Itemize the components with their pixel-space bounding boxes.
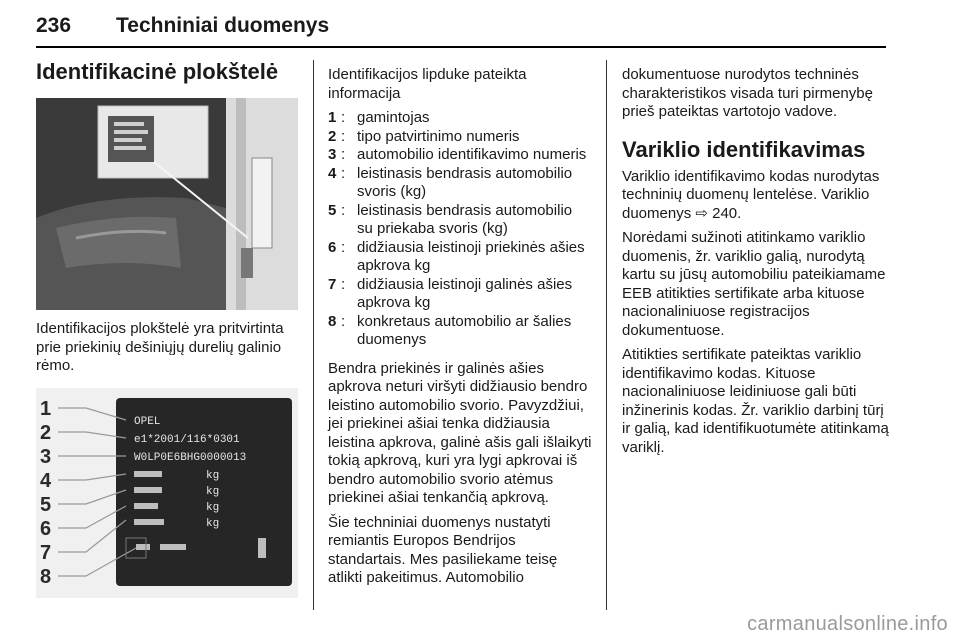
continued-paragraph: dokumentuose nurodytos techninės charakteristikos visada turi pirmenybę prieš pateiktas vartotojo vadove.	[622, 66, 873, 120]
item-text: automobilio identifikavimo numeris	[357, 146, 587, 163]
column-divider-1	[313, 60, 314, 610]
item-text: didžiausia leistinoji galinės ašies apkrova kg	[357, 275, 573, 311]
callout-1: 1	[40, 397, 52, 420]
callout-8: 8	[40, 565, 52, 588]
plate-unit-4: kg	[206, 517, 220, 530]
engine-data-paragraph: Norėdami sužinoti atitinkamo variklio duomenis, žr. variklio galią, nurodytą kartu su jūsų automobiliu pateikiamame EEB atitikties sertifikate arba kituose nacionaliniuose registracijos dokumentuose.	[622, 229, 886, 339]
item-number: 3	[328, 146, 337, 163]
plate-info-list	[328, 109, 592, 350]
item-number: 7	[328, 275, 337, 293]
item-text: leistinasis bendrasis automobilio su priekaba svoris (kg)	[357, 201, 573, 237]
item-number: 8	[328, 312, 337, 330]
callout-6: 6	[40, 517, 52, 540]
plate-caption: Identifikacijos plokštelė yra pritvirtinta prie priekinių dešiniųjų durelių galinio rėmo.	[36, 320, 284, 374]
plate-line-type-approval: e1*2001/116*0301	[134, 433, 240, 446]
callout-3: 3	[40, 445, 52, 468]
column-2	[328, 66, 592, 594]
plate-unit-3: kg	[206, 501, 220, 514]
item-number: 5	[328, 201, 337, 219]
column-divider-2	[606, 60, 607, 610]
item-number: 2	[328, 127, 337, 145]
list-item: 8 : konkretaus automobilio ar šalies duomenys	[328, 313, 592, 350]
door-frame-photo	[36, 98, 298, 310]
item-number: 6	[328, 238, 337, 256]
list-item: 3 : automobilio identifikavimo numeris	[328, 146, 592, 165]
list-item: 4 : leistinasis bendrasis automobilio svoris (kg)	[328, 165, 592, 202]
plate-line-vin: W0LP0E6BHG0000013	[134, 451, 247, 464]
callout-2: 2	[40, 421, 52, 444]
plate-unit-1: kg	[206, 469, 220, 482]
list-item: 5 : leistinasis bendrasis automobilio su priekaba svoris (kg)	[328, 202, 592, 239]
list-item: 2 : tipo patvirtinimo numeris	[328, 128, 592, 147]
axle-load-paragraph: Bendra priekinės ir galinės ašies apkrova neturi viršyti didžiausio bendro leistino automobilio svorio. Pavyzdžiui, jei priekinei ašiai tenka didžiausia leistina apkrova, galinė ašis gali išlaikyti tokią apkrovą, kuri yra lygi apkrovai iš bendro automobilio svorio atėmus priekinei ašiai tenkančią apkrovą.	[328, 359, 592, 506]
engine-code-paragraph: Variklio identifikavimo kodas nurodytas techninių duomenų lentelėse. Variklio duomenys ⇨ 240.	[622, 167, 880, 222]
plate-line-manufacturer: OPEL	[134, 415, 161, 428]
item-text: leistinasis bendrasis automobilio svoris (kg)	[357, 164, 573, 200]
callout-4: 4	[40, 469, 52, 492]
item-number: 1	[328, 109, 337, 126]
watermark: carmanualsonline.info	[747, 613, 948, 635]
section-title-engine: Variklio identifikavimas	[622, 136, 866, 162]
running-title: Techniniai duomenys	[116, 14, 330, 37]
plate-unit-2: kg	[206, 485, 220, 498]
list-item: 6 : didžiausia leistinoji priekinės ašies apkrova kg	[328, 239, 592, 276]
column-1	[36, 58, 300, 598]
item-text: gamintojas	[357, 109, 430, 126]
list-intro: Identifikacijos lipduke pateikta informacija	[328, 66, 527, 102]
id-plate-diagram	[36, 388, 298, 598]
item-text: didžiausia leistinoji priekinės ašies apkrova kg	[357, 238, 585, 274]
item-number: 4	[328, 164, 337, 182]
id-plate-illustration	[36, 388, 298, 598]
standards-paragraph: Šie techniniai duomenys nustatyti remiantis Europos Bendrijos standartais. Mes pasiliekame teisę atlikti pakeitimus. Automobilio	[328, 513, 558, 586]
certificate-paragraph: Atitikties sertifikate pateiktas variklio identifikavimo kodas. Kituose nacionaliniuose leidiniuose gali būti inžinerinis kodas. Žr. variklio darbinį tūrį ir galią, kad identifikuotumėte atitinkamą variklį.	[622, 346, 889, 456]
item-text: tipo patvirtinimo numeris	[357, 127, 520, 145]
list-item: 7 : didžiausia leistinoji galinės ašies apkrova kg	[328, 276, 592, 313]
item-text: konkretaus automobilio ar šalies duomenys	[357, 312, 572, 348]
column-3	[622, 66, 892, 463]
section-title-plate: Identifikacinė plokštelė	[36, 59, 279, 84]
callout-7: 7	[40, 541, 52, 564]
page-number: 236	[36, 14, 72, 37]
list-item: 1 : gamintojas	[328, 109, 592, 128]
header-rule	[36, 46, 886, 48]
callout-5: 5	[40, 493, 52, 516]
door-frame-illustration	[36, 98, 298, 310]
page-header	[36, 14, 886, 50]
